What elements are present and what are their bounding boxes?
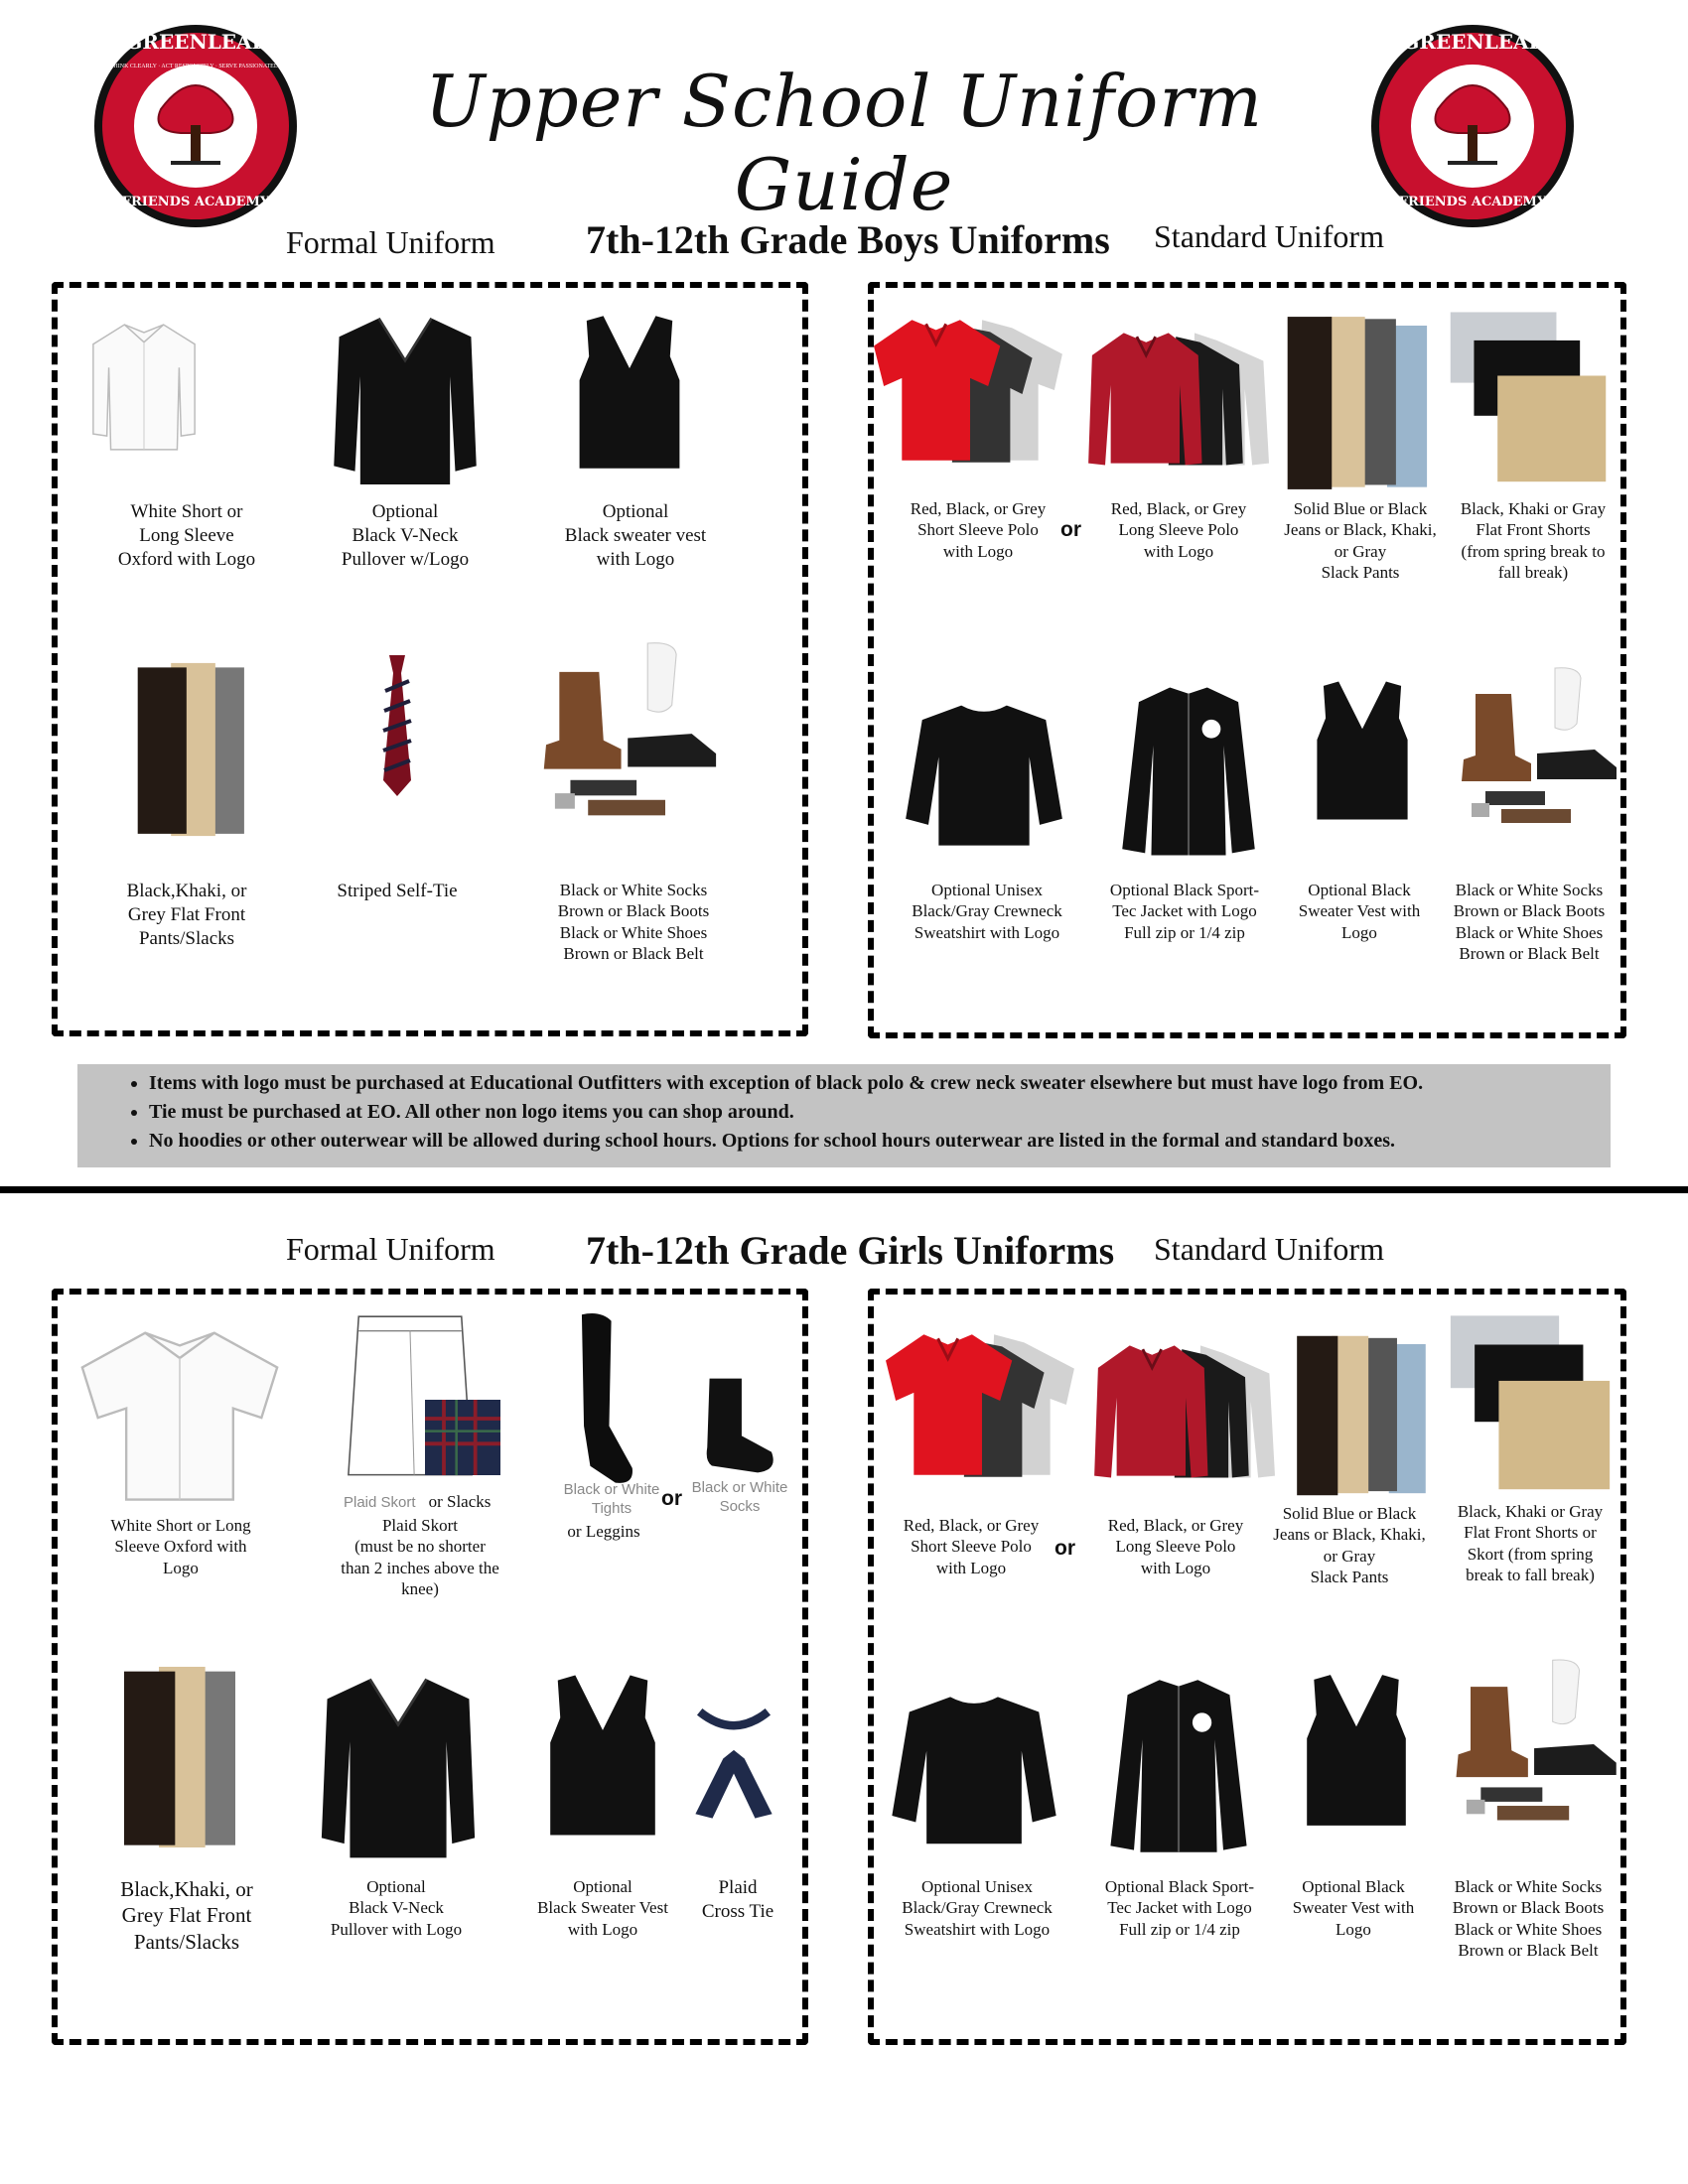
boys-formal-caption-4: Black,Khaki, or Grey Flat Front Pants/Slacks (126, 881, 247, 949)
socks-image-label: Black or White Socks (691, 1479, 788, 1515)
boys-or-label: or (1060, 518, 1081, 541)
plaid-cross-tie-icon (691, 1707, 776, 1825)
girls-standard-caption-1: Red, Black, or Grey Short Sleeve Polo with Logo (903, 1516, 1040, 1577)
shoes-socks-belt-standard-icon (1446, 631, 1624, 866)
girls-sweater-vest-icon (538, 1668, 667, 1843)
crewneck-sweatshirt-icon (902, 675, 1066, 870)
girls-or-label: or (1055, 1537, 1075, 1560)
girls-sweater-vest-standard-icon (1297, 1668, 1416, 1833)
section-divider (0, 1186, 1688, 1193)
boys-standard-heading: Standard Uniform (1154, 218, 1384, 254)
logo-bottom-text-right: FRIENDS ACADEMY (1398, 195, 1547, 209)
boys-standard-caption-2: Red, Black, or Grey Long Sleeve Polo with Logo (1110, 499, 1247, 561)
girls-standard-heading: Standard Uniform (1154, 1231, 1384, 1267)
girls-standard-caption-8: Black or White Socks Brown or Black Boots Black or White Shoes Brown or Black Belt (1452, 1877, 1605, 1960)
sweater-vest-standard-icon (1303, 675, 1422, 826)
logo-top-text: GREENLEAF (125, 30, 266, 54)
boys-standard-caption-6: Optional Black Sport- Tec Jacket with Logo Full zip or 1/4 zip (1109, 881, 1260, 942)
sock-icon (687, 1374, 782, 1477)
logo-motto: THINK CLEARLY · ACT RESPONSIBLY · SERVE PASSIONATELY (109, 64, 282, 69)
jeans-slacks-icon (1281, 304, 1436, 502)
sweater-vest-icon (570, 308, 689, 477)
tights-image-label: Black or White Tights (563, 1481, 660, 1517)
boys-formal-caption-2: Optional Black V-Neck Pullover w/Logo (341, 501, 470, 570)
girls-standard-caption-2: Red, Black, or Grey Long Sleeve Polo with Logo (1107, 1516, 1244, 1577)
boys-formal-caption-1: White Short or Long Sleeve Oxford with Logo (117, 501, 256, 570)
girls-formal-caption-4: Black,Khaki, or Grey Flat Front Pants/Slacks (120, 1877, 253, 1954)
long-sleeve-polo-icon (1078, 324, 1281, 473)
girls-standard-caption-6: Optional Black Sport- Tec Jacket with Logo Full zip or 1/4 zip (1104, 1877, 1255, 1939)
boys-formal-caption-6: Black or White Socks Brown or Black Boots Black or White Shoes Brown or Black Belt (557, 881, 710, 963)
skort-image-label: Plaid Skort (344, 1494, 416, 1511)
tights-icon (556, 1310, 645, 1489)
white-oxford-shirt-icon (85, 298, 203, 473)
note-item: • Items with logo must be purchased at Educational Outfitters with exception of black polo & crew neck sweater elsewhere but must have logo from EO. (149, 1072, 1611, 1095)
shoes-socks-belt-icon (526, 615, 725, 850)
page-title: Upper School Uniform Guide (424, 60, 1264, 226)
shorts-icon (1446, 304, 1611, 492)
boys-standard-caption-3: Solid Blue or Black Jeans or Black, Khaki, or Gray Slack Pants (1284, 499, 1437, 582)
striped-tie-icon (377, 651, 417, 800)
girls-formal-or-label: or (661, 1487, 682, 1510)
short-sleeve-polo-icon (872, 298, 1072, 482)
boys-formal-caption-3: Optional Black sweater vest with Logo (564, 501, 707, 570)
girls-section-title: 7th-12th Grade Girls Uniforms (586, 1228, 1115, 1273)
logo-bottom-text: FRIENDS ACADEMY (121, 195, 270, 209)
note-item: • Tie must be purchased at EO. All other non logo items you can shop around. (149, 1101, 1611, 1124)
girls-shorts-skort-icon (1446, 1306, 1615, 1501)
boys-section-title: 7th-12th Grade Boys Uniforms (586, 217, 1110, 262)
notes-panel (77, 1064, 1611, 1167)
girls-long-sleeve-polo-icon (1088, 1336, 1283, 1485)
girls-standard-caption-4: Black, Khaki or Gray Flat Front Shorts or Skort (from spring break to fall break) (1457, 1502, 1604, 1584)
plaid-swatch-icon (425, 1400, 500, 1475)
girls-standard-caption-5: Optional Unisex Black/Gray Crewneck Sweatshirt with Logo (902, 1877, 1053, 1939)
girls-v-neck-pullover-icon (304, 1668, 492, 1866)
boys-formal-caption-5: Striped Self-Tie (337, 881, 458, 901)
girls-jeans-slacks-icon (1291, 1316, 1434, 1515)
girls-standard-caption-3: Solid Blue or Black Jeans or Black, Khaki, or Gray Slack Pants (1273, 1504, 1426, 1586)
logo-year: 1908 (186, 175, 206, 186)
girls-formal-caption-2: Plaid Skort (must be no shorter than 2 inches above the knee) (341, 1516, 499, 1598)
girls-formal-caption-3: or Leggins (567, 1522, 640, 1541)
boys-standard-caption-8: Black or White Socks Brown or Black Boots Black or White Shoes Brown or Black Belt (1453, 881, 1606, 963)
girls-formal-caption-6: Optional Black Sweater Vest with Logo (537, 1877, 668, 1939)
or-slacks-label: or Slacks (428, 1492, 492, 1511)
pants-slacks-icon (131, 645, 264, 854)
girls-formal-heading: Formal Uniform (286, 1231, 495, 1267)
logo-top-text-right: GREENLEAF (1402, 30, 1543, 54)
v-neck-pullover-icon (320, 308, 491, 492)
girls-short-sleeve-polo-icon (884, 1310, 1084, 1499)
girls-shoes-socks-belt-icon (1440, 1624, 1624, 1862)
sport-tec-jacket-icon (1116, 671, 1261, 872)
girls-pants-slacks-icon (117, 1648, 256, 1866)
short-sleeve-oxford-icon (70, 1320, 290, 1509)
girls-formal-caption-5: Optional Black V-Neck Pullover with Logo (330, 1877, 463, 1939)
boys-formal-heading: Formal Uniform (286, 224, 495, 260)
note-item: • No hoodies or other outerwear will be allowed during school hours. Options for school hours outerwear are listed in the formal and standard boxes. (149, 1130, 1611, 1153)
boys-standard-caption-4: Black, Khaki or Gray Flat Front Shorts (from spring break to fall break) (1460, 499, 1607, 582)
girls-crewneck-sweatshirt-icon (888, 1668, 1060, 1866)
girls-standard-caption-7: Optional Black Sweater Vest with Logo (1292, 1877, 1415, 1939)
boys-standard-caption-5: Optional Unisex Black/Gray Crewneck Sweatshirt with Logo (912, 881, 1062, 942)
girls-formal-caption-7: Plaid Cross Tie (701, 1877, 774, 1922)
boys-standard-caption-7: Optional Black Sweater Vest with Logo (1298, 881, 1421, 942)
girls-formal-caption-1: White Short or Long Sleeve Oxford with Logo (110, 1516, 251, 1577)
girls-sport-tec-jacket-icon (1104, 1664, 1253, 1868)
boys-standard-caption-1: Red, Black, or Grey Short Sleeve Polo with Logo (910, 499, 1047, 561)
